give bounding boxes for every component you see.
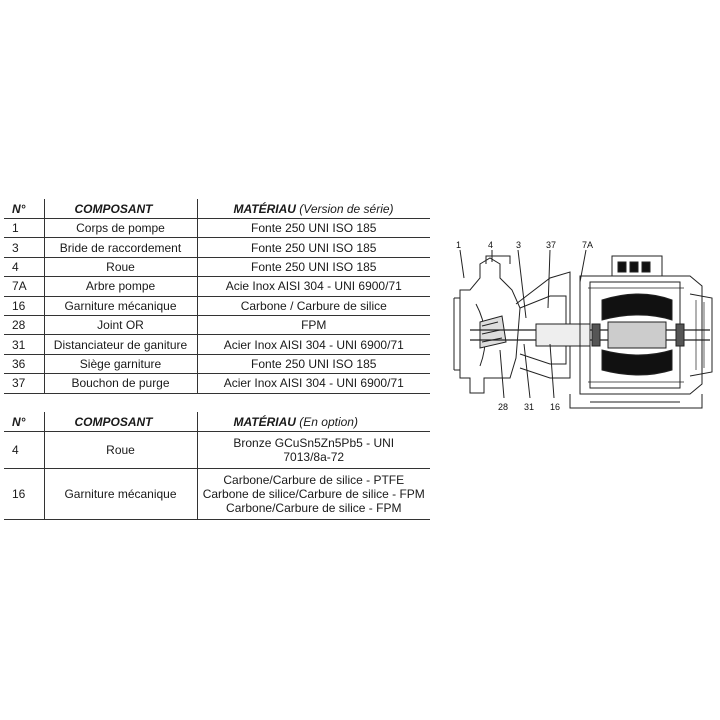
row-material	[197, 469, 430, 520]
materials-table-optional	[4, 412, 430, 520]
header-number: N°	[4, 199, 44, 219]
material-line: Bronze GCuSn5Zn5Pb5 - UNI	[233, 436, 395, 450]
row-number: 16	[4, 296, 44, 315]
diagram-labels-bottom	[498, 402, 560, 412]
header-material-label: MATÉRIAU	[233, 201, 296, 216]
row-number: 36	[4, 354, 44, 373]
row-component: Corps de pompe	[44, 219, 197, 238]
table-row	[4, 374, 430, 393]
row-component: Distanciateur de ganiture	[44, 335, 197, 354]
row-number: 1	[4, 219, 44, 238]
table-row	[4, 432, 430, 469]
row-material: Acier Inox AISI 304 - UNI 6900/71	[197, 335, 430, 354]
callout-label: 7A	[582, 240, 594, 250]
callout-label: 3	[516, 240, 522, 250]
row-component: Arbre pompe	[44, 277, 197, 296]
callout-label: 16	[550, 402, 561, 412]
diagram-labels-top	[456, 240, 593, 250]
callout-label: 37	[546, 240, 557, 250]
table-row	[4, 277, 430, 296]
row-component: Roue	[44, 432, 197, 469]
table-row	[4, 315, 430, 334]
header-material	[197, 199, 430, 219]
table-row	[4, 296, 430, 315]
material-line: Carbone de silice/Carbure de silice - FPM	[202, 487, 425, 501]
callout-label: 28	[498, 402, 509, 412]
row-number: 4	[4, 432, 44, 469]
row-number: 31	[4, 335, 44, 354]
row-material: Carbone / Carbure de silice	[197, 296, 430, 315]
row-number: 3	[4, 238, 44, 257]
row-material: Acie Inox AISI 304 - UNI 6900/71	[197, 277, 430, 296]
row-number: 37	[4, 374, 44, 393]
row-component: Garniture mécanique	[44, 469, 197, 520]
row-component: Garniture mécanique	[44, 296, 197, 315]
header-material-note: (Version de série)	[299, 201, 394, 216]
materials-table-standard	[4, 199, 430, 394]
row-component: Siège garniture	[44, 354, 197, 373]
header-material	[197, 412, 430, 432]
table-header-row	[4, 199, 430, 219]
row-component: Roue	[44, 257, 197, 276]
callout-label: 1	[456, 240, 462, 250]
header-component: COMPOSANT	[44, 412, 197, 432]
row-number: 28	[4, 315, 44, 334]
pump-cross-section-diagram	[440, 238, 720, 418]
table-row	[4, 469, 430, 520]
row-material: FPM	[197, 315, 430, 334]
header-component: COMPOSANT	[44, 199, 197, 219]
table-row	[4, 238, 430, 257]
row-material: Fonte 250 UNI ISO 185	[197, 354, 430, 373]
row-number: 4	[4, 257, 44, 276]
callout-label: 4	[488, 240, 494, 250]
row-material: Fonte 250 UNI ISO 185	[197, 219, 430, 238]
material-line: 7013/8a-72	[283, 450, 345, 464]
row-material: Fonte 250 UNI ISO 185	[197, 238, 430, 257]
row-component: Joint OR	[44, 315, 197, 334]
header-material-label: MATÉRIAU	[233, 414, 296, 429]
row-number: 7A	[4, 277, 44, 296]
row-material: Acier Inox AISI 304 - UNI 6900/71	[197, 374, 430, 393]
table-row	[4, 335, 430, 354]
header-number: N°	[4, 412, 44, 432]
row-component: Bride de raccordement	[44, 238, 197, 257]
callout-label: 31	[524, 402, 535, 412]
table-row	[4, 257, 430, 276]
row-number: 16	[4, 469, 44, 520]
table-row	[4, 219, 430, 238]
table-header-row	[4, 412, 430, 432]
table-row	[4, 354, 430, 373]
material-line: Carbone/Carbure de silice - PTFE	[223, 473, 405, 487]
material-line: Carbone/Carbure de silice - FPM	[226, 501, 402, 515]
row-material: Fonte 250 UNI ISO 185	[197, 257, 430, 276]
row-material	[197, 432, 430, 469]
row-component: Bouchon de purge	[44, 374, 197, 393]
header-material-note: (En option)	[299, 414, 358, 429]
